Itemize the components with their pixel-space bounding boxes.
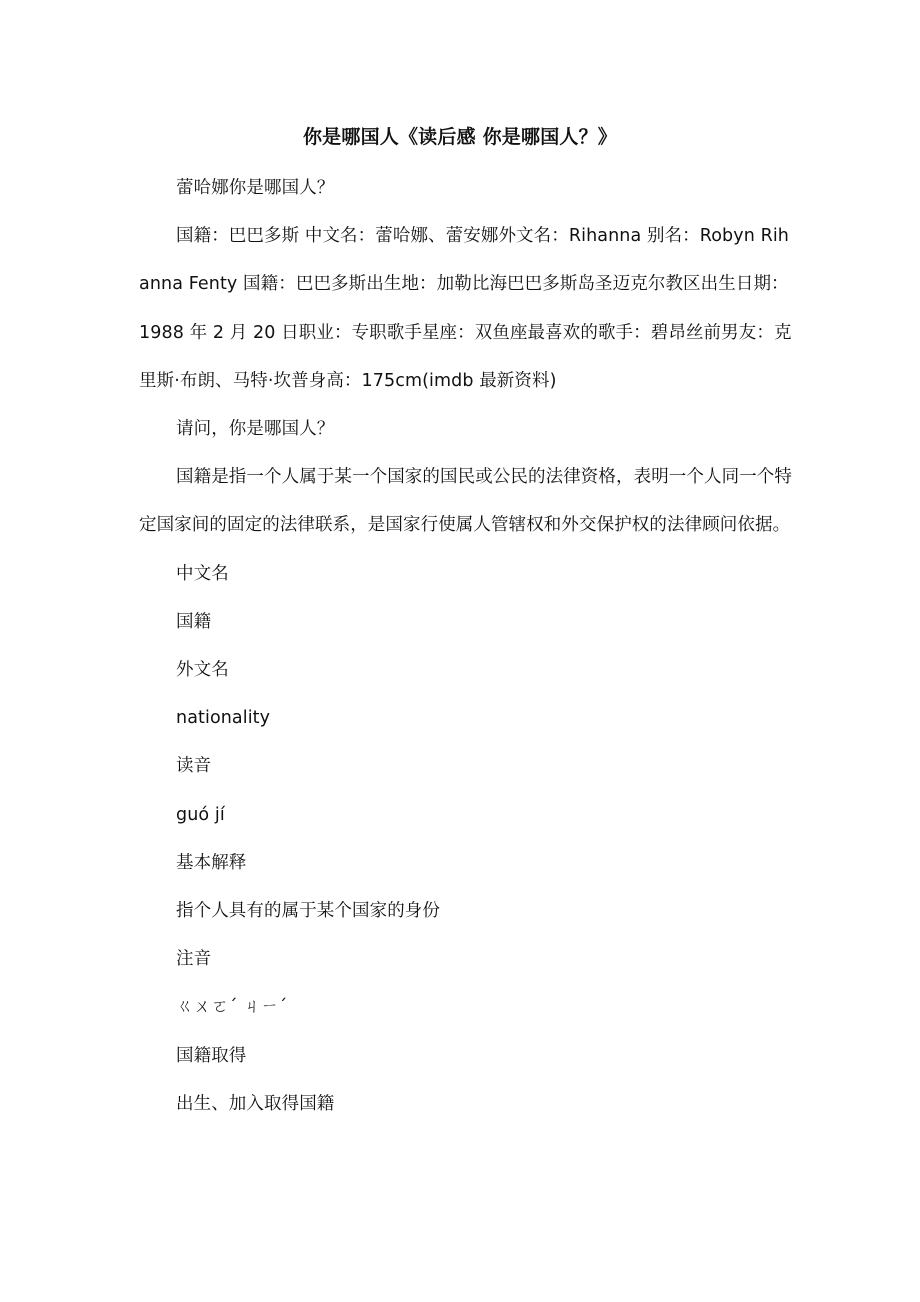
list-item: 指个人具有的属于某个国家的身份: [176, 901, 440, 922]
list-item: 中文名: [176, 563, 229, 584]
list-item: 读音: [176, 756, 212, 777]
list-item: 国籍: [176, 611, 212, 632]
list-item: guó jí: [176, 804, 225, 825]
list-item: 出生、加入取得国籍: [176, 1093, 335, 1114]
list-item: 基本解释: [176, 852, 247, 873]
paragraph-nationality-definition: 国籍是指一个人属于某一个国家的国民或公民的法律资格，表明一个人同一个特定国家间的固定的法律联系，是国家行使属人管辖权和外交保护权的法律顾问依据。: [139, 467, 792, 536]
document-title: 你是哪国人《读后感 你是哪国人？》: [302, 126, 618, 148]
list-item: 外文名: [176, 660, 229, 681]
document-body: [139, 164, 799, 1128]
paragraph-question-you: 请问，你是哪国人？: [176, 419, 335, 440]
paragraph-rihanna-profile: 国籍：巴巴多斯 中文名：蕾哈娜、蕾安娜外文名：Rihanna 别名：Robyn Rihanna Fenty 国籍：巴巴多斯出生地：加勒比海巴巴多斯岛圣迈克尔教区出生日期：1988 年 2 月 20 日职业：专职歌手星座：双鱼座最喜欢的歌手：碧昂丝前男友：克里斯·布朗、马特·坎普身高：175cm(imdb 最新资料): [139, 226, 792, 391]
list-item: 注音: [176, 949, 212, 970]
list-item: ㄍㄨㄛˊ ㄐㄧˊ: [176, 997, 288, 1018]
list-item: 国籍取得: [176, 1045, 247, 1066]
paragraph-question-rihanna: 蕾哈娜你是哪国人？: [176, 178, 335, 198]
list-item: nationality: [176, 708, 271, 729]
